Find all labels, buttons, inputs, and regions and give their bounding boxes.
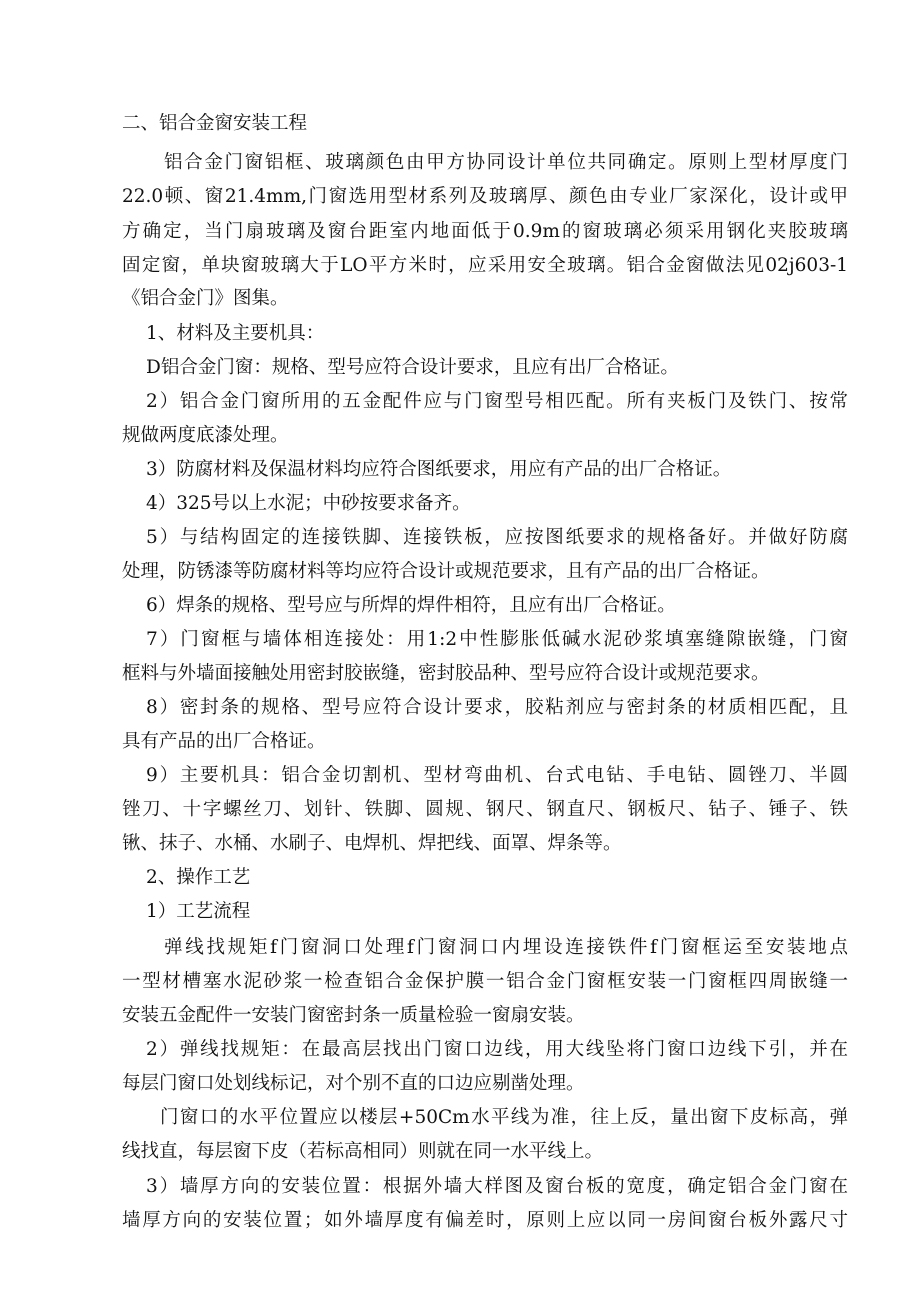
materials-item: 6）焊条的规格、型号应与所焊的焊件相符，且应有出厂合格证。 [146,595,676,616]
step2-line: 每层门窗口处划线标记，对个别不直的口边应剔凿处理。 [122,1073,585,1094]
step3-line: 3）墙厚方向的安装位置：根据外墙大样图及窗台板的宽度，确定铝合金门窗在 [146,1176,848,1197]
materials-item-cont: 处理，防锈漆等防腐材料等均应符合设计或规范要求，且有产品的出厂合格证。 [122,561,770,582]
step2-line: 2）弹线找规矩：在最高层找出门窗口边线，用大线坠将门窗口边线下引，并在 [146,1039,848,1060]
flow-line: 安装五金配件一安装门窗密封条一质量检验一窗扇安装。 [122,1005,585,1026]
intro-line: 22.0顿、窗21.4mm,门窗选用型材系列及玻璃厚、颜色由专业厂家深化，设计或甲 [122,186,848,207]
materials-heading: 1、材料及主要机具： [146,323,325,344]
materials-item: 4）325号以上水泥；中砂按要求备齐。 [146,493,471,514]
materials-item-cont: 锉刀、十字螺丝刀、划针、铁脚、圆规、钢尺、钢直尺、钢板尺、钻子、锤子、铁 [122,799,848,820]
materials-item: 3）防腐材料及保温材料均应符合图纸要求，用应有产品的出厂合格证。 [146,459,732,480]
flow-line: 弹线找规矩f门窗洞口处理f门窗洞口内埋设连接铁件f门窗框运至安装地点 [164,937,848,958]
step2-note-line: 线找直，每层窗下皮（若标高相同）则就在同一水平线上。 [122,1141,604,1162]
materials-item: 2）铝合金门窗所用的五金配件应与门窗型号相匹配。所有夹板门及铁门、按常 [146,391,848,412]
materials-item: D铝合金门窗：规格、型号应符合设计要求，且应有出厂合格证。 [146,357,679,378]
section-title: 二、铝合金窗安装工程 [122,113,308,134]
process-heading: 2、操作工艺 [146,867,251,888]
intro-line: 固定窗，单块窗玻璃大于LO平方米时，应采用安全玻璃。铝合金窗做法见02j603-1 [122,255,848,276]
materials-item-cont: 规做两度底漆处理。 [122,425,289,446]
materials-item: 7）门窗框与墙体相连接处：用1:2中性膨胀低碱水泥砂浆填塞缝隙嵌缝，门窗 [146,629,848,650]
flow-line: 一型材槽塞水泥砂浆一检查铝合金保护膜一铝合金门窗框安装一门窗框四周嵌缝一 [122,971,848,992]
flow-heading: 1）工艺流程 [146,901,251,922]
materials-item: 8）密封条的规格、型号应符合设计要求，胶粘剂应与密封条的材质相匹配，且 [146,697,848,718]
intro-line: 方确定，当门扇玻璃及窗台距室内地面低于0.9m的窗玻璃必须采用钢化夹胶玻璃 [122,221,848,242]
step2-note-line: 门窗口的水平位置应以楼层+50Cm水平线为准，往上反，量出窗下皮标高，弹 [160,1107,848,1128]
intro-line: 铝合金门窗铝框、玻璃颜色由甲方协同设计单位共同确定。原则上型材厚度门 [164,152,848,173]
step3-line: 墙厚方向的安装位置；如外墙厚度有偏差时，原则上应以同一房间窗台板外露尺寸 [122,1210,848,1231]
materials-item: 9）主要机具：铝合金切割机、型材弯曲机、台式电钻、手电钻、圆锉刀、半圆 [146,765,848,786]
materials-item: 5）与结构固定的连接铁脚、连接铁板，应按图纸要求的规格备好。并做好防腐 [146,527,848,548]
materials-item-cont: 框料与外墙面接触处用密封胶嵌缝，密封胶品种、型号应符合设计或规范要求。 [122,663,770,684]
materials-item-cont: 具有产品的出厂合格证。 [122,731,326,752]
materials-item-cont: 锹、抹子、水桶、水刷子、电焊机、焊把线、面罩、焊条等。 [122,833,622,854]
intro-line: 《铝合金门》图集。 [122,288,289,309]
